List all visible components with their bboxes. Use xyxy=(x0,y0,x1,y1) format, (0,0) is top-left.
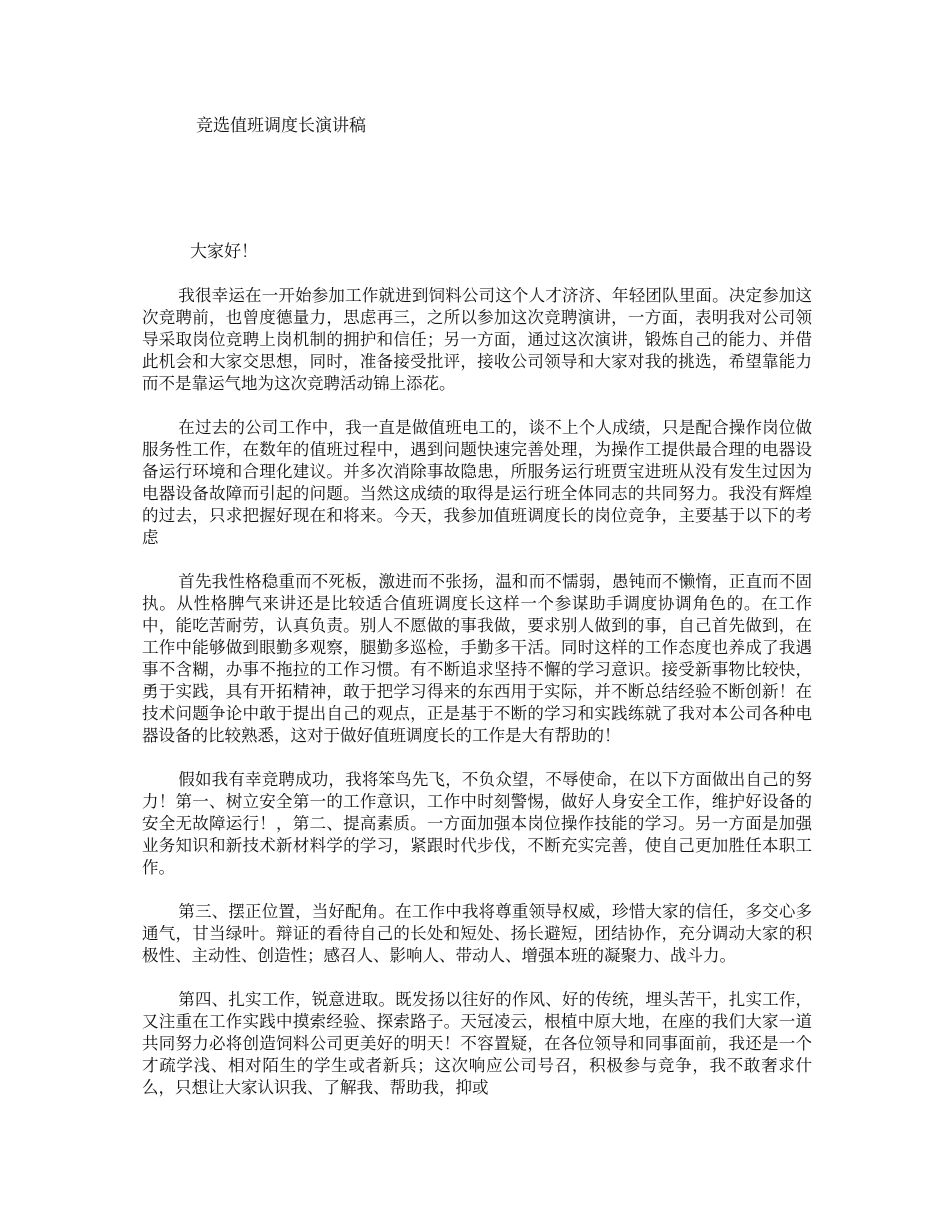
greeting-line: 大家好！ xyxy=(190,242,258,262)
paragraph-fourth: 第四、扎实工作，锐意进取。既发扬以往好的作风、好的传统，埋头苦干，扎实工作，又注重在工作实践中摸索经验、探索路子。天冠凌云，根植中原大地，在座的我们大家一道共同努力必将创造饲料公司更美好的明天！不容置疑，在各位领导和同事面前，我还是一个才疏学浅、相对陌生的学生或者新兵；这次响应公司号召，积极参与竞争，我不敢奢求什么，只想让大家认识我、了解我、帮助我，抑或 xyxy=(142,990,812,1097)
paragraph-character: 首先我性格稳重而不死板，激进而不张扬，温和而不懦弱，愚钝而不懒惰，正直而不固执。从性格脾气来讲还是比较适合值班调度长这样一个参谋助手调度协调角色的。在工作中，能吃苦耐劳，认真负责。别人不愿做的事我做，要求别人做到的事，自己首先做到，在工作中能够做到眼勤多观察，腿勤多巡检，手勤多干活。同时这样的工作态度也养成了我遇事不含糊，办事不拖拉的工作习惯。有不断追求坚持不懈的学习意识。接受新事物比较快，勇于实践，具有开拓精神，敢于把学习得来的东西用于实际，并不断总结经验不断创新！在技术问题争论中敢于提出自己的观点，正是基于不断的学习和实践练就了我对本公司各种电器设备的比较熟悉，这对于做好值班调度长的工作是大有帮助的！ xyxy=(142,572,812,745)
document-body xyxy=(142,285,812,1121)
paragraph-plan: 假如我有幸竞聘成功，我将笨鸟先飞，不负众望，不辱使命，在以下方面做出自己的努力！第一、树立安全第一的工作意识，工作中时刻警惕，做好人身安全工作，维护好设备的安全无故障运行！，第二、提高素质。一方面加强本岗位操作技能的学习。另一方面是加强业务知识和新技术新材料学的学习，紧跟时代步伐，不断充实完善，使自己更加胜任本职工作。 xyxy=(142,770,812,877)
paragraph-third: 第三、摆正位置，当好配角。在工作中我将尊重领导权威，珍惜大家的信任，多交心多通气，甘当绿叶。辩证的看待自己的长处和短处、扬长避短，团结协作，充分调动大家的积极性、主动性、创造性；感召人、影响人、带动人、增强本班的凝聚力、战斗力。 xyxy=(142,902,812,965)
paragraph-intro: 我很幸运在一开始参加工作就进到饲料公司这个人才济济、年轻团队里面。决定参加这次竞聘前，也曾度德量力，思虑再三，之所以参加这次竞聘演讲，一方面，表明我对公司领导采取岗位竞聘上岗机制的拥护和信任；另一方面，通过这次演讲，锻炼自己的能力、并借此机会和大家交思想，同时，准备接受批评，接收公司领导和大家对我的挑选，希望靠能力而不是靠运气地为这次竞聘活动锦上添花。 xyxy=(142,286,812,393)
document-title: 竞选值班调度长演讲稿 xyxy=(196,116,366,136)
paragraph-past-work: 在过去的公司工作中，我一直是做值班电工的，谈不上个人成绩，只是配合操作岗位做服务性工作，在数年的值班过程中，遇到问题快速完善处理，为操作工提供最合理的电器设备运行环境和合理化建议。并多次消除事故隐患，所服务运行班贾宝进班从没有发生过因为电器设备故障而引起的问题。当然这成绩的取得是运行班全体同志的共同努力。我没有辉煌的过去，只求把握好现在和将来。今天，我参加值班调度长的岗位竞争，主要基于以下的考虑 xyxy=(142,418,812,547)
